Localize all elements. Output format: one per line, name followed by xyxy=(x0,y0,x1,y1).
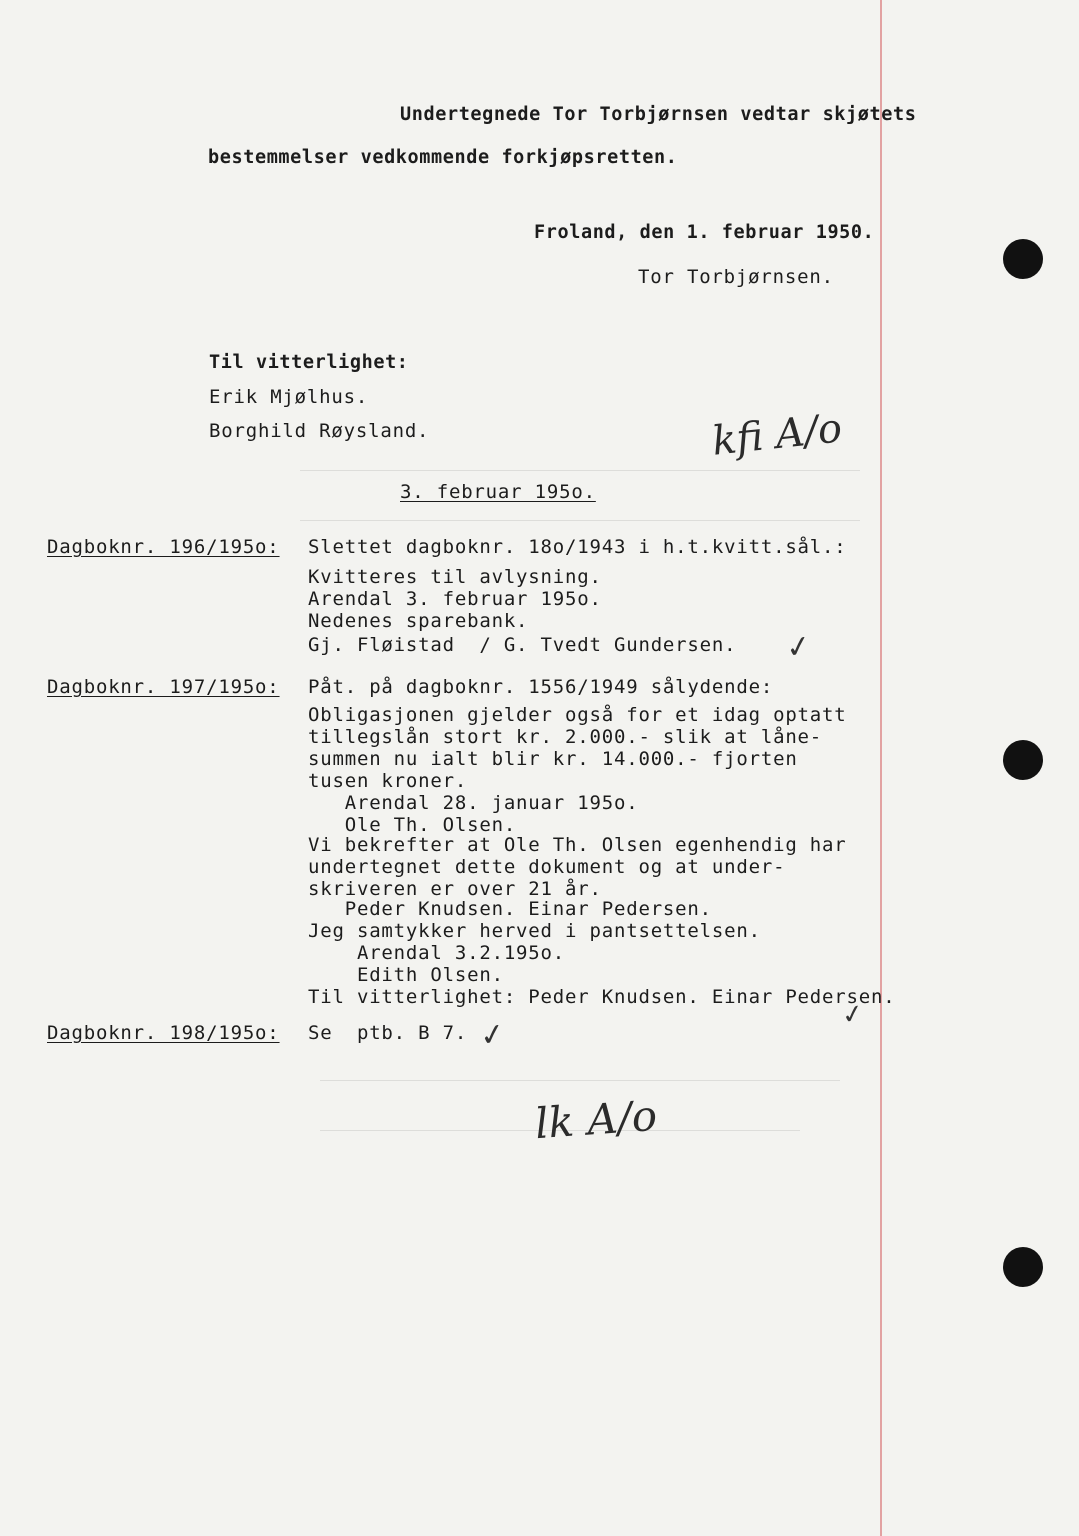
witness-name: Erik Mjølhus. xyxy=(209,386,369,408)
entry-line: tusen kroner. xyxy=(308,770,468,792)
punch-hole xyxy=(1003,740,1043,780)
heading-line-1: Undertegnede Tor Torbjørnsen vedtar skjøtets xyxy=(400,104,917,125)
entry-line: undertegnet dette dokument og at under- xyxy=(308,856,786,878)
entry-line: Arendal 3.2.195o. xyxy=(308,942,566,964)
punch-hole xyxy=(1003,239,1043,279)
entry-line: Ole Th. Olsen. xyxy=(308,814,517,836)
handwritten-initials: lk A/o xyxy=(533,1090,659,1149)
entry-line: Til vitterlighet: Peder Knudsen. Einar Pedersen. xyxy=(308,986,896,1008)
entry-line: Se ptb. B 7. xyxy=(308,1022,468,1044)
witness-heading: Til vitterlighet: xyxy=(209,352,409,373)
handwritten-initials: kfi A/o xyxy=(709,405,845,465)
entry-line: Vi bekrefter at Ole Th. Olsen egenhendig har xyxy=(308,834,847,856)
heading-line-2: bestemmelser vedkommende forkjøpsretten. xyxy=(208,147,678,168)
signature-name: Tor Torbjørnsen. xyxy=(638,266,834,288)
place-date: Froland, den 1. februar 1950. xyxy=(534,222,875,243)
entry-line: Kvitteres til avlysning. xyxy=(308,566,602,588)
entry-line: Arendal 3. februar 195o. xyxy=(308,588,602,610)
witness-name: Borghild Røysland. xyxy=(209,420,430,442)
entry-line: Påt. på dagboknr. 1556/1949 sålydende: xyxy=(308,676,774,698)
entry-line: Peder Knudsen. Einar Pedersen. xyxy=(308,898,712,920)
checkmark-icon: ✓ xyxy=(477,1016,508,1055)
entry-label: Dagboknr. 196/195o: xyxy=(47,536,280,558)
entry-line: Jeg samtykker herved i pantsettelsen. xyxy=(308,920,761,942)
entry-line: Edith Olsen. xyxy=(308,964,504,986)
bleed-through xyxy=(300,470,860,471)
checkmark-icon: ✓ xyxy=(839,998,867,1032)
entry-label: Dagboknr. 197/195o: xyxy=(47,676,280,698)
entry-line: Gj. Fløistad / G. Tvedt Gundersen. xyxy=(308,634,737,656)
entry-line: tillegslån stort kr. 2.000.- slik at låne- xyxy=(308,726,823,748)
bleed-through xyxy=(300,520,860,521)
entry-line: skriveren er over 21 år. xyxy=(308,878,602,900)
entry-line: Nedenes sparebank. xyxy=(308,610,529,632)
entry-line: Slettet dagboknr. 18o/1943 i h.t.kvitt.sål.: xyxy=(308,536,847,558)
punch-hole xyxy=(1003,1247,1043,1287)
entry-line: summen nu ialt blir kr. 14.000.- fjorten xyxy=(308,748,798,770)
entry-line: Arendal 28. januar 195o. xyxy=(308,792,639,814)
date-heading: 3. februar 195o. xyxy=(400,481,596,503)
entry-line: Obligasjonen gjelder også for et idag optatt xyxy=(308,704,847,726)
margin-line xyxy=(880,0,882,1536)
entry-label: Dagboknr. 198/195o: xyxy=(47,1022,280,1044)
bleed-through xyxy=(320,1080,840,1081)
checkmark-icon: ✓ xyxy=(783,628,814,667)
